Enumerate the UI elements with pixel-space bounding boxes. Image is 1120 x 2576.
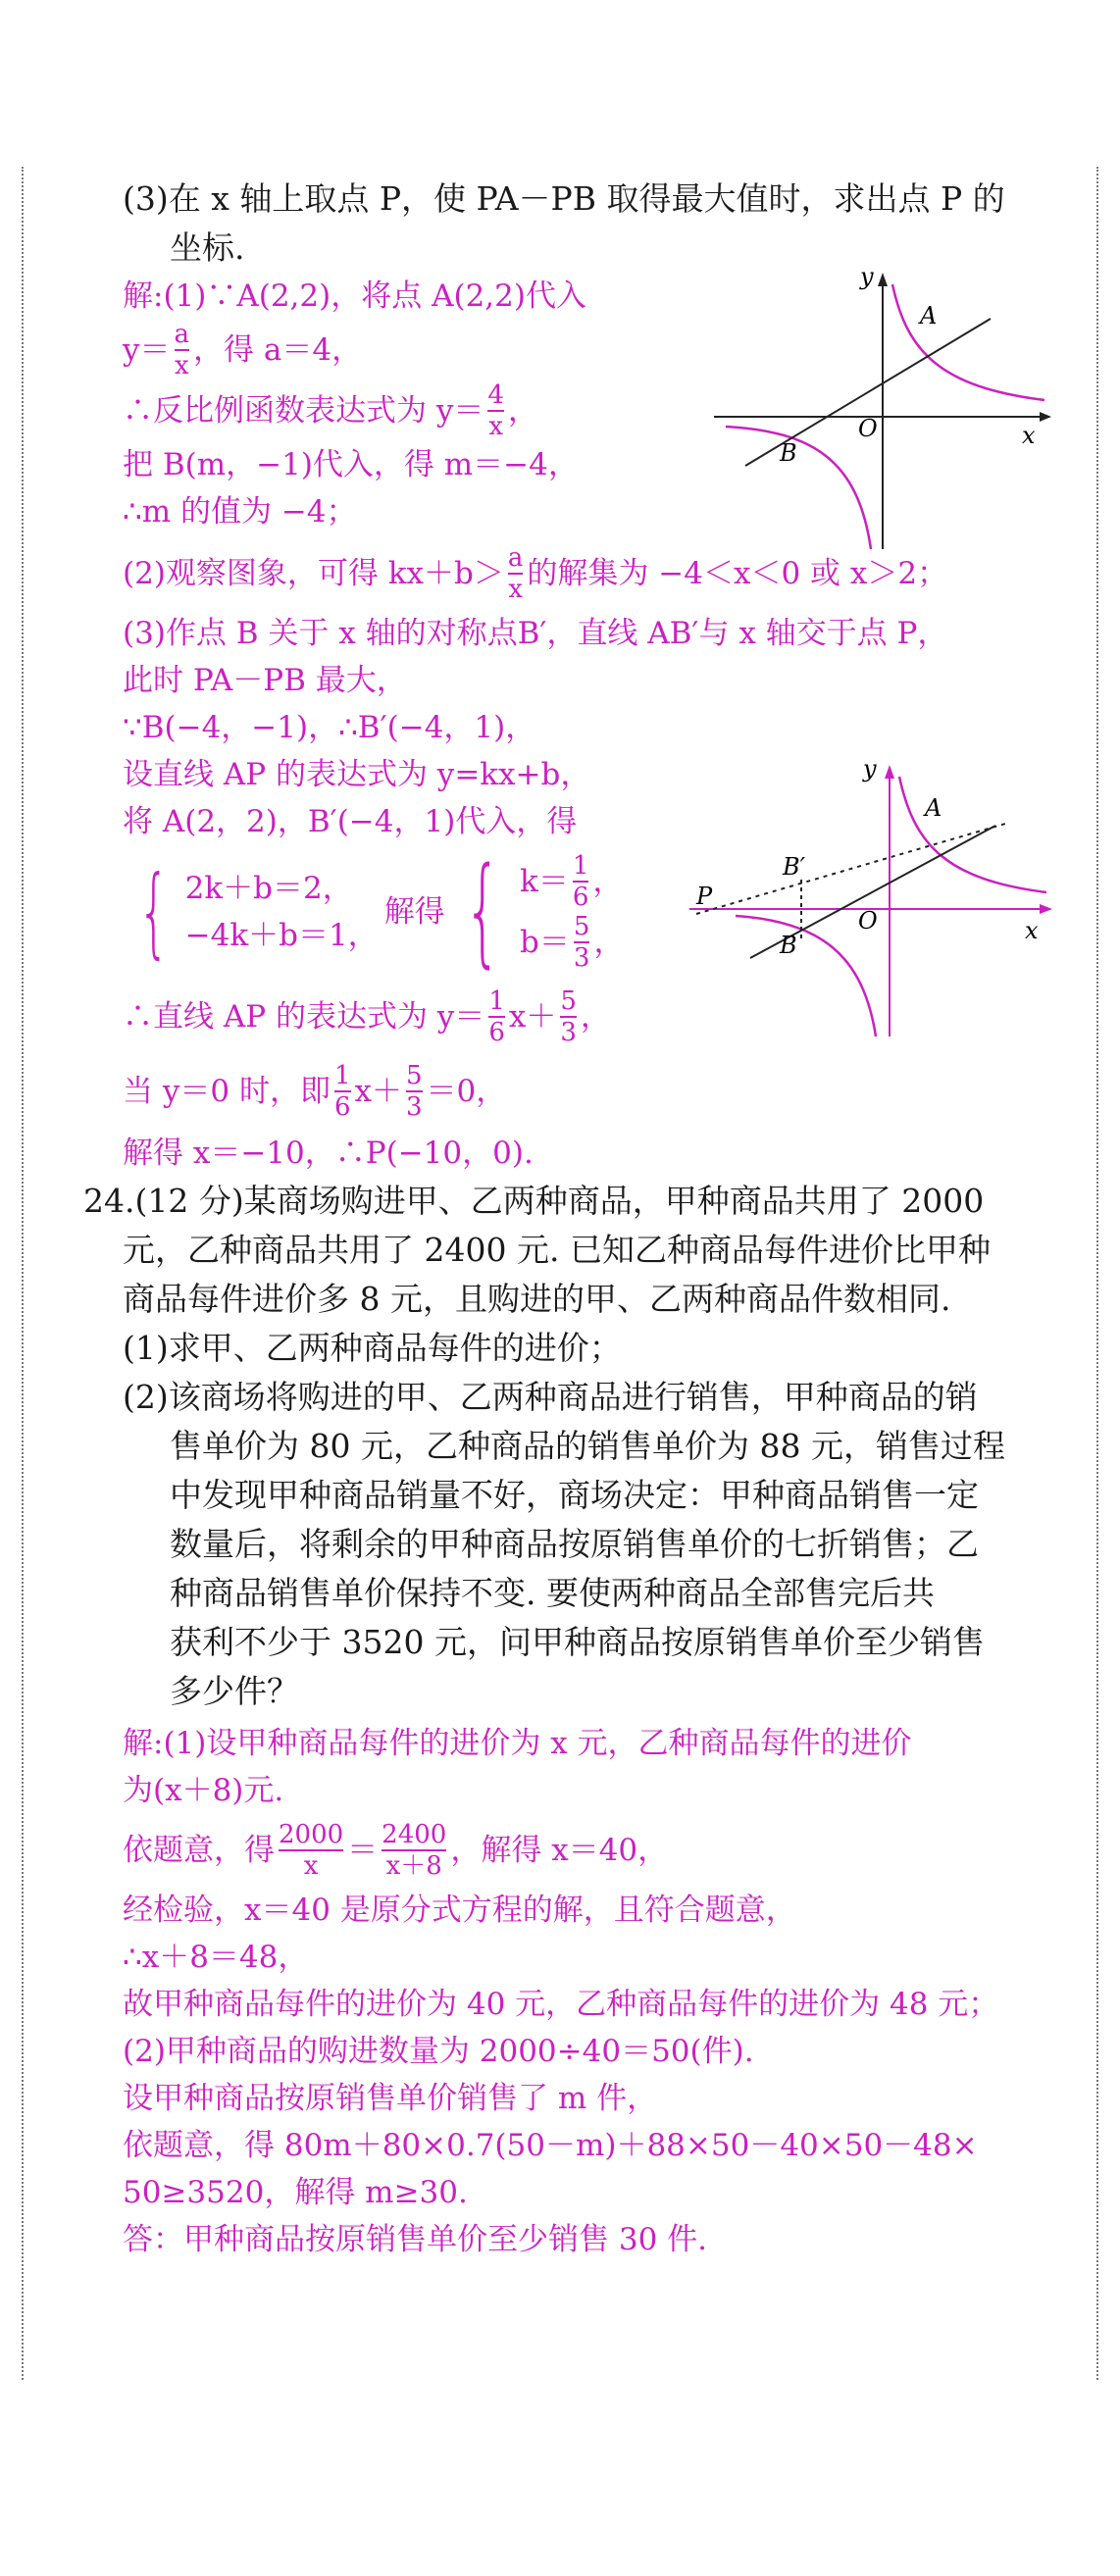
answer-24-line-5: ∴x＋8＝48， (123, 1940, 309, 1975)
text: ＝0， (426, 1074, 507, 1109)
answer-24-line-6: 故甲种商品每件的进价为 40 元，乙种商品每件的进价为 48 元； (123, 1987, 999, 2022)
equation-1: 2k＋b＝2， (184, 871, 353, 906)
answer-24-line-11: 答：甲种商品按原销售单价至少销售 30 件. (123, 2222, 708, 2257)
solution-3-line-e: 将 A(2，2)，B′(−4，1)代入，得 (123, 804, 578, 839)
numerator: 4 (487, 380, 504, 410)
hyperbola-upper-branch (899, 777, 1046, 892)
solution-3-line-h: 解得 x＝−10，∴P(−10，0). (123, 1136, 534, 1171)
answer-24-line-8: 设甲种商品按原销售单价销售了 m 件， (123, 2081, 658, 2116)
point-b-prime-label: B′ (783, 853, 806, 881)
graph-figure-2 (682, 757, 1064, 1041)
denominator: x (488, 412, 503, 441)
y-axis-arrow (878, 273, 888, 286)
text: ＝ (347, 1833, 379, 1868)
system-solutions (520, 851, 624, 973)
point-b-label: B (780, 439, 797, 467)
solution-3-line-a: (3)作点 B 关于 x 轴的对称点B′，直线 AB′与 x 轴交于点 P， (123, 616, 948, 651)
fraction-5-over-3 (560, 986, 577, 1047)
text: ，得 a＝4， (193, 332, 363, 368)
denominator: 6 (333, 1092, 351, 1122)
solution-1-line-e: ∴m 的值为 −4； (123, 494, 357, 530)
question-3-line-2: 坐标. (170, 228, 245, 267)
text: 的解集为 −4＜x＜0 或 x＞2； (527, 556, 948, 591)
hyperbola-upper-branch (892, 284, 1044, 400)
left-brace: { (463, 843, 501, 980)
fraction-5-over-3 (574, 912, 590, 973)
question-24-part-2-line-5: 种商品销售单价保持不变. 要使两种商品全部售完后共 (170, 1574, 935, 1612)
question-24-part-1: (1)求甲、乙两种商品每件的进价； (123, 1329, 622, 1367)
text: 当 y＝0 时，即 (123, 1074, 331, 1109)
left-brace: { (137, 854, 170, 969)
solve-text: 解得 (383, 894, 445, 930)
point-b-label: B (780, 932, 797, 959)
y-axis-arrow (885, 765, 894, 779)
text: ∴反比例函数表达式为 y＝ (123, 393, 484, 429)
denominator: x (174, 351, 189, 380)
numerator: 2000 (279, 1820, 344, 1849)
text: ，解得 x＝40， (450, 1833, 669, 1868)
numerator: 5 (405, 1061, 423, 1090)
text: k＝ (520, 864, 569, 899)
graph-figure-1 (706, 265, 1059, 559)
question-24-part-2-line-2: 售单价为 80 元，乙种商品的销售单价为 88 元，销售过程 (170, 1427, 1005, 1465)
numerator: a (174, 320, 190, 349)
answer-24-line-3 (123, 1820, 1054, 1881)
fraction-4-over-x (487, 380, 504, 441)
point-a-label: A (920, 302, 938, 329)
denominator: x (303, 1851, 319, 1881)
numerator: a (507, 543, 524, 573)
solution-3-line-c: ∵B(−4，−1)，∴B′(−4，1)， (123, 710, 536, 745)
point-a-label: A (925, 794, 942, 822)
denominator: x＋8 (385, 1851, 442, 1881)
y-label: y (863, 757, 877, 783)
hyperbola-lower-branch (726, 427, 871, 549)
solution-1-line-d: 把 B(m，−1)代入，得 m＝−4， (123, 447, 579, 482)
answer-24-line-4: 经检验，x＝40 是原分式方程的解，且符合题意， (123, 1893, 796, 1928)
fraction-1-over-6 (334, 1061, 351, 1122)
denominator: x (508, 575, 523, 604)
text: ， (580, 999, 611, 1035)
text: ， (507, 393, 538, 429)
solution-k (520, 851, 624, 912)
text: x＋ (354, 1074, 402, 1109)
fraction-a-over-x (508, 543, 524, 604)
origin-label: O (858, 907, 878, 934)
fraction-2000-over-x (279, 1820, 343, 1881)
x-label: x (1022, 422, 1036, 449)
right-dotted-margin (1096, 167, 1098, 2380)
text: 依题意，得 (123, 1833, 275, 1868)
answer-24-line-1: 解:(1)设甲种商品每件的进价为 x 元，乙种商品每件的进价 (123, 1726, 912, 1761)
text: ， (593, 925, 625, 960)
denominator: 3 (405, 1092, 423, 1122)
fraction-1-over-6 (573, 851, 589, 912)
denominator: 6 (572, 883, 589, 912)
origin-label: O (858, 415, 878, 442)
answer-24-line-7: (2)甲种商品的购进数量为 2000÷40＝50(件). (123, 2034, 754, 2069)
answer-24-line-10: 50≥3520，解得 m≥30. (123, 2175, 468, 2210)
numerator: 2400 (382, 1820, 447, 1849)
numerator: 1 (488, 986, 505, 1016)
question-24-part-2-line-3: 中发现甲种商品销量不好，商场决定：甲种商品销售一定 (170, 1476, 979, 1514)
question-24-part-2-line-6: 获利不少于 3520 元，问甲种商品按原销售单价至少销售 (170, 1623, 985, 1661)
numerator: 1 (333, 1061, 351, 1090)
question-24-line-2: 元，乙种商品共用了 2400 元. 已知乙种商品每件进价比甲种 (123, 1231, 991, 1269)
solution-b (520, 912, 624, 973)
numerator: 1 (572, 851, 589, 881)
question-24-part-2-line-4: 数量后，将剩余的甲种商品按原销售单价的七折销售；乙 (170, 1525, 979, 1563)
text: ， (592, 864, 624, 899)
solution-3-line-g (123, 1061, 1054, 1122)
question-24-line-1: 24.(12 分)某商场购进甲、乙两种商品，甲种商品共用了 2000 (83, 1182, 985, 1220)
fraction-2400-over-x-plus-8 (382, 1820, 446, 1881)
fraction-a-over-x (175, 320, 190, 380)
denominator: 3 (560, 1018, 577, 1047)
question-24-line-3: 商品每件进价多 8 元，且购进的甲、乙两种商品件数相同. (123, 1280, 951, 1318)
x-label: x (1025, 917, 1039, 944)
text: y＝ (123, 332, 171, 368)
solution-3-line-d: 设直线 AP 的表达式为 y=kx+b， (123, 757, 591, 792)
question-24-part-2-line-1: (2)该商场将购进的甲、乙两种商品进行销售，甲种商品的销 (123, 1378, 978, 1416)
question-24-part-2-line-7: 多少件？ (170, 1672, 299, 1710)
fraction-1-over-6 (488, 986, 505, 1047)
system-equations (185, 865, 379, 959)
solution-1-line-a: 解:(1)∵A(2,2)，将点 A(2,2)代入 (123, 278, 586, 314)
text: (2)观察图象，可得 kx＋b＞ (123, 556, 504, 591)
x-axis-arrow (1040, 904, 1052, 914)
numerator: 5 (573, 912, 590, 941)
solution-3-line-b: 此时 PA－PB 最大， (123, 663, 407, 698)
point-p-label: P (696, 883, 713, 910)
text: ∴直线 AP 的表达式为 y＝ (123, 999, 485, 1035)
left-dotted-margin (22, 167, 24, 2380)
hyperbola-lower-branch (736, 916, 876, 1036)
text: b＝ (520, 925, 570, 960)
fraction-5-over-3 (406, 1061, 423, 1122)
x-axis-arrow (1040, 412, 1051, 422)
answer-24-line-2: 为(x＋8)元. (123, 1773, 284, 1808)
denominator: 6 (488, 1018, 505, 1047)
denominator: 3 (573, 943, 590, 973)
answer-24-line-9: 依题意，得 80m＋80×0.7(50－m)＋88×50－40×50－48× (123, 2128, 978, 2163)
equation-2: −4k＋b＝1， (184, 918, 379, 953)
numerator: 5 (560, 986, 577, 1016)
question-3-line-1: (3)在 x 轴上取点 P，使 PA－PB 取得最大值时，求出点 P 的 (123, 179, 1005, 218)
text: x＋ (508, 999, 557, 1035)
y-label: y (860, 265, 874, 290)
